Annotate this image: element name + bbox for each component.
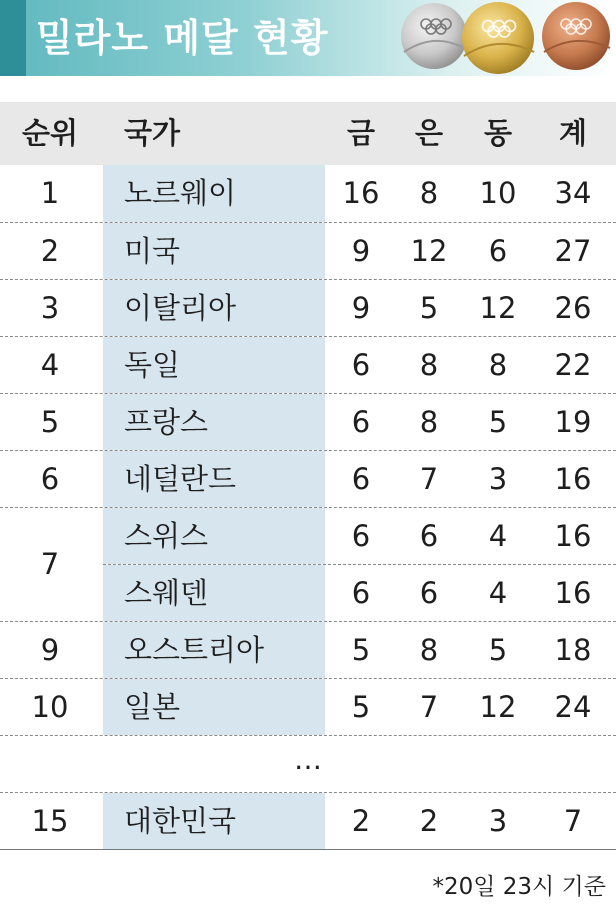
table-row [0, 507, 616, 564]
total-cell: 24 [554, 690, 592, 724]
header-total: 계 [558, 116, 587, 150]
silver-cell: 5 [419, 291, 439, 325]
total-cell: 18 [554, 633, 592, 667]
silver-cell: 8 [419, 176, 439, 210]
rank-cell: 3 [40, 291, 60, 325]
bronze-cell: 12 [479, 690, 517, 724]
table-row [0, 279, 616, 336]
table-bottom-rule [0, 849, 616, 850]
header-gold: 금 [346, 116, 375, 150]
silver-medal-icon [401, 3, 467, 69]
banner-accent [0, 0, 26, 76]
country-cell: 스위스 [124, 519, 209, 553]
rank-cell: 9 [40, 633, 60, 667]
rank-cell: 6 [40, 462, 60, 496]
bronze-medal-icon [542, 2, 610, 70]
silver-cell: 6 [419, 576, 439, 610]
total-cell: 16 [554, 576, 592, 610]
medals-image [398, 2, 616, 74]
gold-cell: 9 [351, 291, 371, 325]
total-cell: 16 [554, 462, 592, 496]
table-row [0, 165, 616, 222]
footnote: *20일 23시 기준 [432, 874, 606, 900]
total-cell: 19 [554, 405, 592, 439]
country-cell: 노르웨이 [124, 176, 237, 210]
gold-cell: 6 [351, 462, 371, 496]
bronze-cell: 3 [488, 462, 508, 496]
silver-cell: 6 [419, 519, 439, 553]
ellipsis-row [0, 735, 616, 792]
title-banner [0, 0, 616, 76]
rank-cell: 10 [31, 690, 69, 724]
gold-cell: 6 [351, 576, 371, 610]
table-row [0, 678, 616, 735]
total-cell: 22 [554, 348, 592, 382]
bronze-cell: 8 [488, 348, 508, 382]
total-cell: 7 [563, 804, 583, 838]
header-country: 국가 [124, 116, 181, 150]
country-cell: 네덜란드 [124, 462, 237, 496]
bronze-cell: 10 [479, 176, 517, 210]
country-cell: 대한민국 [124, 804, 237, 838]
medal-table [0, 102, 616, 850]
table-row [0, 621, 616, 678]
bronze-cell: 6 [488, 234, 508, 268]
header-silver: 은 [414, 116, 443, 150]
total-cell: 16 [554, 519, 592, 553]
page-title: 밀라노 메달 현황 [36, 16, 329, 60]
bronze-cell: 5 [488, 405, 508, 439]
rank-cell: 2 [40, 234, 60, 268]
table-row-korea [0, 792, 616, 849]
bronze-cell: 4 [488, 519, 508, 553]
table-row [0, 336, 616, 393]
gold-cell: 16 [342, 176, 380, 210]
rank-cell: 1 [40, 176, 60, 210]
country-cell: 독일 [124, 348, 181, 382]
rank-cell: 15 [31, 804, 69, 838]
country-cell: 프랑스 [124, 405, 209, 439]
total-cell: 34 [554, 176, 592, 210]
bronze-cell: 5 [488, 633, 508, 667]
silver-cell: 8 [419, 405, 439, 439]
gold-cell: 6 [351, 348, 371, 382]
country-cell: 일본 [124, 690, 181, 724]
gold-cell: 5 [351, 633, 371, 667]
gold-medal-icon [462, 2, 534, 74]
gold-cell: 9 [351, 234, 371, 268]
rank-cell: 5 [40, 405, 60, 439]
tied-rank-group [0, 507, 616, 621]
gold-cell: 6 [351, 405, 371, 439]
gold-cell: 2 [351, 804, 371, 838]
table-row [0, 222, 616, 279]
rank-cell: 7 [40, 547, 60, 581]
silver-cell: 8 [419, 633, 439, 667]
table-row [103, 564, 616, 621]
ellipsis: … [294, 743, 322, 776]
header-bronze: 동 [483, 116, 512, 150]
country-cell: 이탈리아 [124, 291, 237, 325]
table-header [0, 102, 616, 165]
silver-cell: 2 [419, 804, 439, 838]
gold-cell: 6 [351, 519, 371, 553]
total-cell: 27 [554, 234, 592, 268]
total-cell: 26 [554, 291, 592, 325]
silver-cell: 12 [410, 234, 448, 268]
country-cell: 오스트리아 [124, 633, 265, 667]
bronze-cell: 12 [479, 291, 517, 325]
silver-cell: 7 [419, 690, 439, 724]
bronze-cell: 3 [488, 804, 508, 838]
bronze-cell: 4 [488, 576, 508, 610]
country-cell: 미국 [124, 234, 181, 268]
gold-cell: 5 [351, 690, 371, 724]
silver-cell: 7 [419, 462, 439, 496]
table-row [0, 450, 616, 507]
header-rank: 순위 [22, 116, 79, 150]
table-row [0, 393, 616, 450]
country-cell: 스웨덴 [124, 576, 209, 610]
rank-cell: 4 [40, 348, 60, 382]
silver-cell: 8 [419, 348, 439, 382]
